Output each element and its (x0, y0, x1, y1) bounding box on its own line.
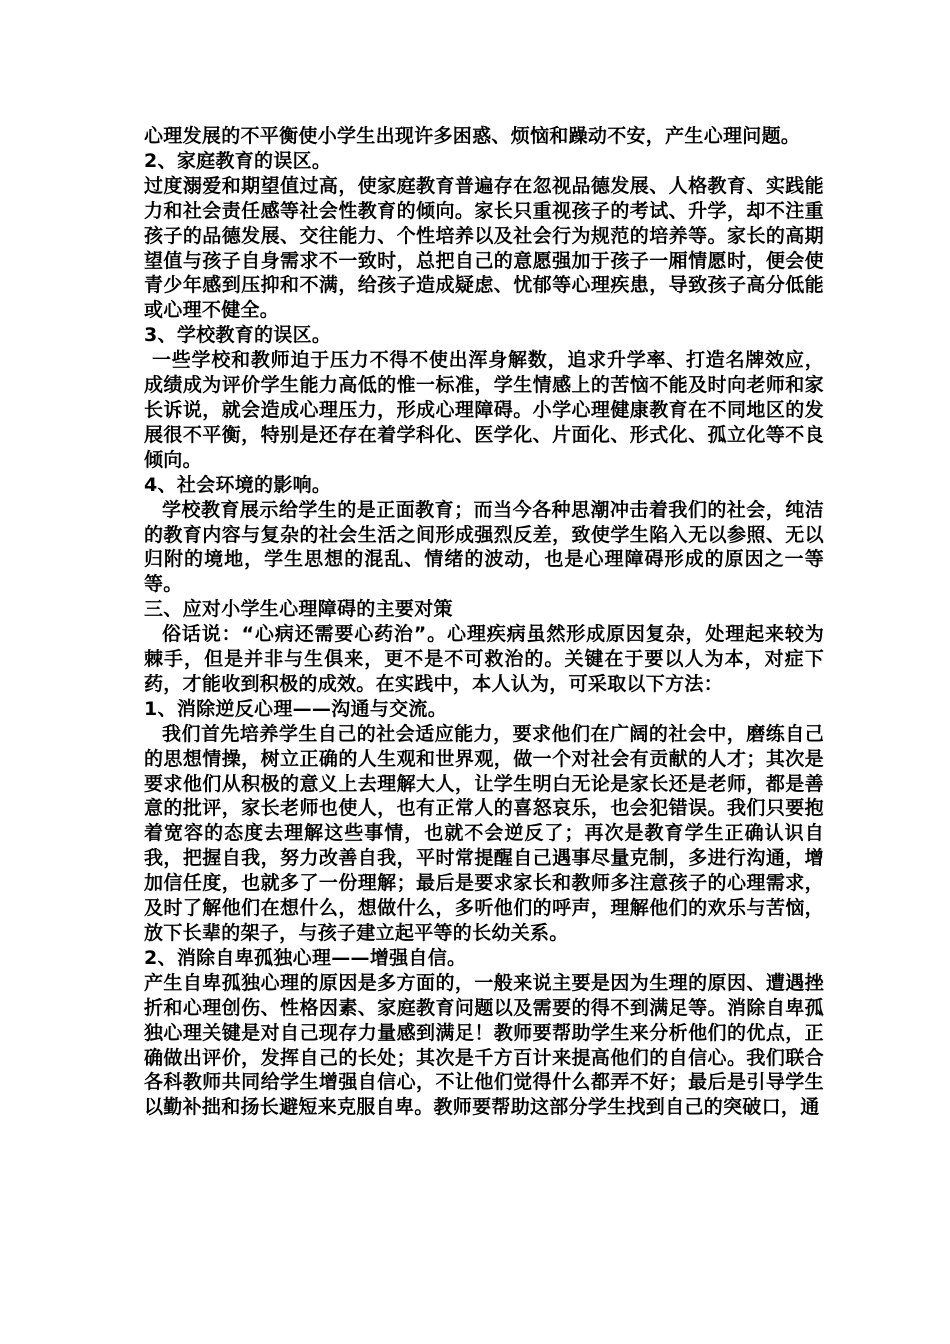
heading-remove-rebellion: 1、消除逆反心理——沟通与交流。 (144, 697, 448, 720)
paragraph-family-education: 过度溺爱和期望值过高，使家庭教育普遍存在忽视品德发展、人格教育、实践能力和社会责任感等社会性教育的倾向。家长只重视孩子的考试、升学，却不注重孩子的品德发展、交往能力、个性培养以及社会行为规范的培养等。家长的高期望值与孩子自身需求不一致时，总把自己的意愿强加于孩子一厢情愿时，便会使青少年感到压抑和不满，给孩子造成疑虑、忧郁等心理疾患，导致孩子高分低能或心理不健全。 (144, 174, 824, 322)
heading-remove-inferiority: 2、消除自卑孤独心理——增强自信。 (144, 946, 467, 969)
document-body (144, 124, 824, 1120)
paragraph-school-education: 一些学校和教师迫于压力不得不使出浑身解数，追求升学率、打造名牌效应，成绩成为评价学生能力高低的惟一标准，学生情感上的苦恼不能及时向老师和家长诉说，就会造成心理压力，形成心理障碍。小学心理健康教育在不同地区的发展很不平衡，特别是还存在着学科化、医学化、片面化、形式化、孤立化等不良倾向。 (144, 349, 824, 471)
paragraph-remove-inferiority: 产生自卑孤独心理的原因是多方面的，一般来说主要是因为生理的原因、遭遇挫折和心理创伤、性格因素、家庭教育问题以及需要的得不到满足等。消除自卑孤独心理关键是对自己现存力量感到满足！教师要帮助学生来分析他们的优点，正确做出评价，发挥自己的长处；其次是千方百计来提高他们的自信心。我们联合各科教师共同给学生增强自信心，不让他们觉得什么都弄不好；最后是引导学生以勤补拙和扬长避短来克服自卑。教师要帮助这部分学生找到自己的突破口，通 (144, 971, 824, 1119)
paragraph-countermeasures-intro: 俗话说：“心病还需要心药治”。心理疾病虽然形成原因复杂，处理起来较为棘手，但是并非与生俱来，更不是不可救治的。关键在于要以人为本，对症下药，才能收到积极的成效。在实践中，本人认为，可采取以下方法： (144, 623, 824, 695)
paragraph-remove-rebellion: 我们首先培养学生自己的社会适应能力，要求他们在广阔的社会中，磨练自己的思想情操，树立正确的人生观和世界观，做一个对社会有贡献的人才；其次是要求他们从积极的意义上去理解大人，让学生明白无论是家长还是老师，都是善意的批评，家长老师也使人，也有正常人的喜怒哀乐，也会犯错误。我们只要抱着宽容的态度去理解这些事情，也就不会逆反了；再次是教育学生正确认识自我，把握自我，努力改善自我，平时常提醒自己遇事尽量克制，多进行沟通，增加信任度，也就多了一份理解；最后是要求家长和教师多注意孩子的心理需求，及时了解他们在想什么，想做什么，多听他们的呼声，理解他们的欢乐与苦恼，放下长辈的架子，与孩子建立起平等的长幼关系。 (144, 722, 824, 944)
paragraph-social-environment: 学校教育展示给学生的是正面教育；而当今各种思潮冲击着我们的社会，纯洁的教育内容与复杂的社会生活之间形成强烈反差，致使学生陷入无以参照、无以归附的境地，学生思想的混乱、情绪的波动，也是心理障碍形成的原因之一等等。 (144, 498, 824, 596)
heading-school-education: 3、学校教育的误区。 (144, 324, 332, 347)
paragraph-psych-imbalance: 心理发展的不平衡使小学生出现许多困惑、烦恼和躁动不安，产生心理问题。 (144, 125, 801, 147)
heading-countermeasures: 三、应对小学生心理障碍的主要对策 (144, 598, 453, 621)
heading-family-education: 2、家庭教育的误区。 (144, 149, 332, 172)
heading-social-environment: 4、社会环境的影响。 (144, 473, 332, 496)
